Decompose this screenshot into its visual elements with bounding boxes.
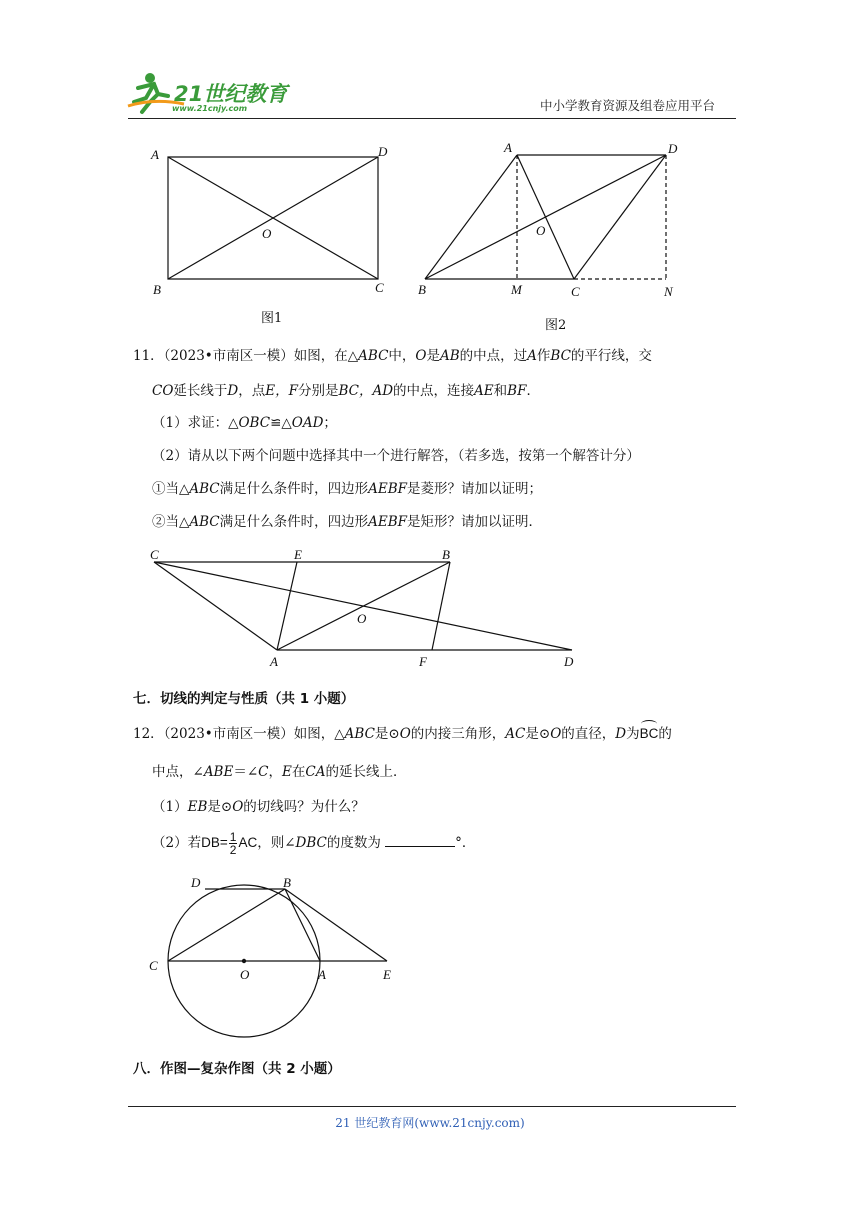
q11-part2: （2）请从以下两个问题中选择其中一个进行解答，（若多选，按第一个解答计分） xyxy=(152,448,640,464)
q11-label-B: B xyxy=(442,547,450,562)
q11-label-E: E xyxy=(294,547,302,562)
fig2-label-N: N xyxy=(664,284,673,299)
footer-link[interactable]: 21 世纪教育网(www.21cnjy.com) xyxy=(335,1116,525,1130)
q11-option2: ②当△ABC满足什么条件时，四边形AEBF是矩形？请加以证明． xyxy=(152,514,543,530)
q11-label-O: O xyxy=(357,611,367,626)
fraction-one-half: $\frac{1}{2}$ xyxy=(229,830,237,857)
fig1-caption: 图1 xyxy=(261,311,283,326)
fig1-label-C: C xyxy=(375,280,384,295)
answer-blank xyxy=(385,834,455,847)
fig2-label-D: D xyxy=(668,141,678,156)
fig2-label-M: M xyxy=(511,282,522,297)
figure-q11 xyxy=(0,540,860,675)
logo-url-text: www.21cnjy.com xyxy=(172,104,248,113)
q11-stem-line2: CO延长线于D，点E，F分别是BC，AD的中点，连接AE和BF． xyxy=(152,383,540,399)
q12-stem-line1: 12．（2023•市南区一模）如图，△ABC是⊙O的内接三角形，AC是⊙O的直径，D为BC的 xyxy=(133,726,672,742)
q11-part1: （1）求证：△OBC≌△OAD； xyxy=(152,415,337,431)
figure-q12 xyxy=(0,860,860,1045)
fig1-label-A: A xyxy=(151,147,159,162)
q11-label-C: C xyxy=(150,547,159,562)
q11-stem-line1: 11．（2023•市南区一模）如图，在△ABC中，O是AB的中点，过A作BC的平行线，交 xyxy=(133,348,652,364)
q11-label-D: D xyxy=(564,654,574,669)
fig1-label-D: D xyxy=(378,144,388,159)
arc-bc: BC xyxy=(640,724,659,744)
fig2-caption: 图2 xyxy=(545,318,567,333)
q12-stem-line2: 中点，∠ABE＝∠C，E在CA的延长线上． xyxy=(152,764,407,780)
figures-1-2 xyxy=(0,0,860,340)
section-8-heading: 八．作图—复杂作图（共 2 小题） xyxy=(133,1061,341,1077)
q12-label-D: D xyxy=(191,875,201,890)
q11-option1: ①当△ABC满足什么条件时，四边形AEBF是菱形？请加以证明； xyxy=(152,481,543,497)
section-7-heading: 七．切线的判定与性质（共 1 小题） xyxy=(133,691,355,707)
platform-title: 中小学教育资源及组卷应用平台 xyxy=(540,98,716,113)
figure-2 xyxy=(418,140,678,299)
figure-1 xyxy=(150,144,388,297)
fig1-label-O: O xyxy=(262,226,272,241)
q12-label-A: A xyxy=(318,967,326,982)
fig2-label-B: B xyxy=(418,282,426,297)
fig2-label-O: O xyxy=(536,223,546,238)
fig1-label-B: B xyxy=(153,282,161,297)
q11-label-A: A xyxy=(270,654,278,669)
footer-divider xyxy=(128,1106,736,1107)
fig2-label-A: A xyxy=(504,140,512,155)
q12-part2: （2）若DB= $\frac{1}{2}$ AC，则∠DBC的度数为 °． xyxy=(152,830,476,857)
q12-label-O: O xyxy=(240,967,250,982)
q12-label-E: E xyxy=(383,967,391,982)
q12-part1: （1）EB是⊙O的切线吗？为什么？ xyxy=(152,799,365,815)
q12-label-B: B xyxy=(283,875,291,890)
logo-main-text: 21世纪教育 xyxy=(174,82,288,106)
q11-label-F: F xyxy=(419,654,427,669)
fig2-label-C: C xyxy=(571,284,580,299)
q12-label-C: C xyxy=(149,958,158,973)
